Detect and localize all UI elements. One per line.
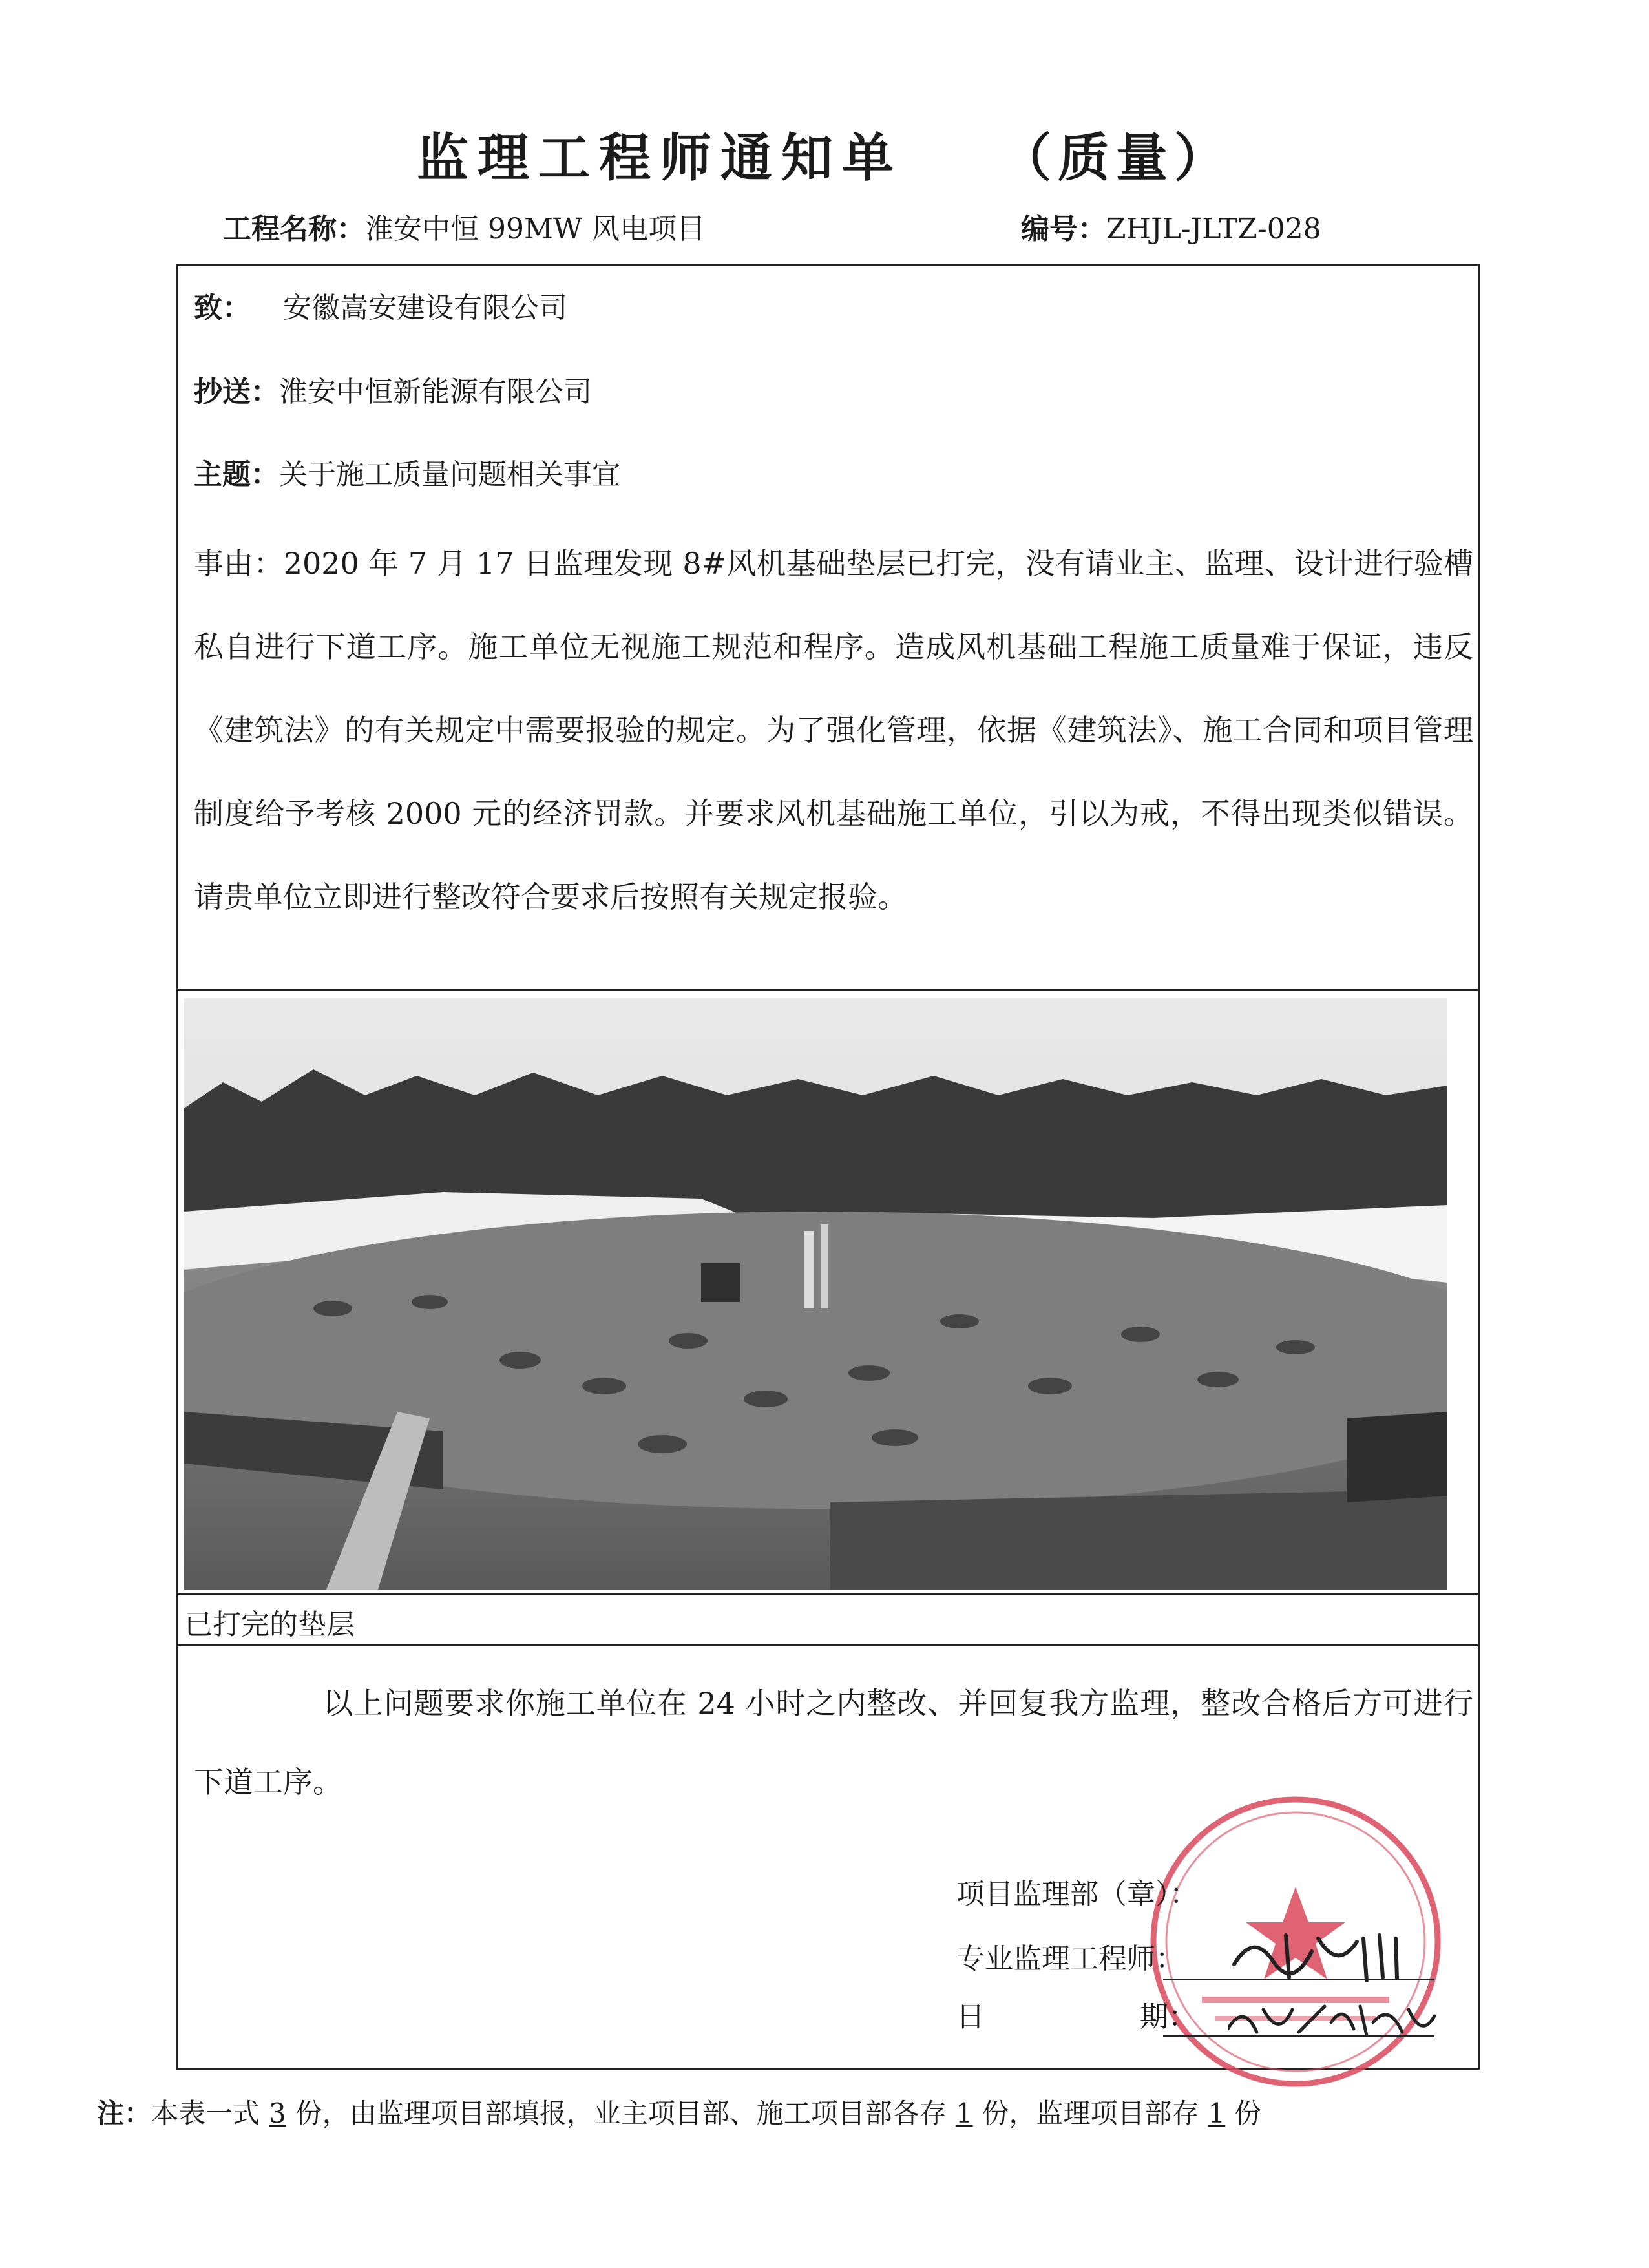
recipient-value: 安徽嵩安建设有限公司: [283, 291, 567, 324]
project-name-row: [223, 205, 705, 247]
supervising-engineer-label: 专业监理工程师：: [956, 1942, 1184, 1975]
document-title: [0, 116, 1649, 191]
photo-caption: 已打完的垫层: [184, 1608, 355, 1641]
subject-value: 关于施工质量问题相关事宜: [279, 458, 620, 491]
cc-value: 淮安中恒新能源有限公司: [279, 375, 592, 408]
footnote-text-4: 份: [1234, 2097, 1262, 2129]
document-number-row: [1021, 205, 1321, 247]
footnote-text-3: 份，监理项目部存: [982, 2097, 1199, 2129]
footnote-label: 注：: [97, 2097, 152, 2129]
title-main: 监理工程师通知单: [417, 128, 903, 188]
separator-bottom-photo: [178, 1593, 1478, 1595]
date-label-part-1: 日: [956, 2000, 985, 2033]
document-number-value: ZHJL-JLTZ-028: [1106, 213, 1321, 246]
project-name-value: 淮安中恒 99MW 风电项目: [365, 213, 706, 246]
subject-row: [194, 451, 620, 492]
separator-caption: [178, 1644, 1478, 1646]
cc-row: [194, 368, 592, 410]
date-label-part-2: 期：: [1140, 2000, 1197, 2033]
recipient-row: [194, 284, 567, 326]
footnote-text-1: 本表一式: [151, 2097, 260, 2129]
title-sub: （质量）: [1000, 128, 1232, 188]
requirement-paragraph: 以上问题要求你施工单位在 24 小时之内整改、并回复我方监理，整改合格后方可进行下道工序。: [194, 1686, 1473, 1800]
document-number-label: 编号：: [1021, 213, 1106, 246]
date-label: [956, 1993, 1197, 2035]
engineer-signature-line: [1163, 1979, 1434, 1980]
construction-site-photo: [184, 998, 1447, 1590]
subject-label: 主题：: [194, 458, 279, 491]
footnote-copies-supervision: 1: [1208, 2097, 1226, 2129]
supervision-dept-seal-label: 项目监理部（章）：: [956, 1878, 1198, 1911]
footnote-copies-total: 3: [269, 2097, 286, 2129]
date-signature-line: [1163, 2035, 1434, 2037]
separator-top-photo: [178, 989, 1478, 991]
recipient-label: 致：: [194, 291, 251, 324]
footnote-text-2: 份，由监理项目部填报，业主项目部、施工项目部各存: [295, 2097, 947, 2129]
reason-paragraph: 事由：2020 年 7 月 17 日监理发现 8#风机基础垫层已打完，没有请业主、监理、设计进行验槽私自进行下道工序。施工单位无视施工规范和程序。造成风机基础工程施工质量难于保证，违反《建筑法》的有关规定中需要报验的规定。为了强化管理，依据《建筑法》、施工合同和项目管理制度给予考核 2000 元的经济罚款。并要求风机基础施工单位，引以为戒，不得出现类似错误。请贵单位立即进行整改符合要求后按照有关规定报验。: [194, 546, 1473, 914]
project-name-label: 工程名称：: [223, 213, 365, 246]
cc-label: 抄送：: [194, 375, 279, 408]
footnote: [97, 2092, 1261, 2131]
footnote-copies-each: 1: [955, 2097, 973, 2129]
